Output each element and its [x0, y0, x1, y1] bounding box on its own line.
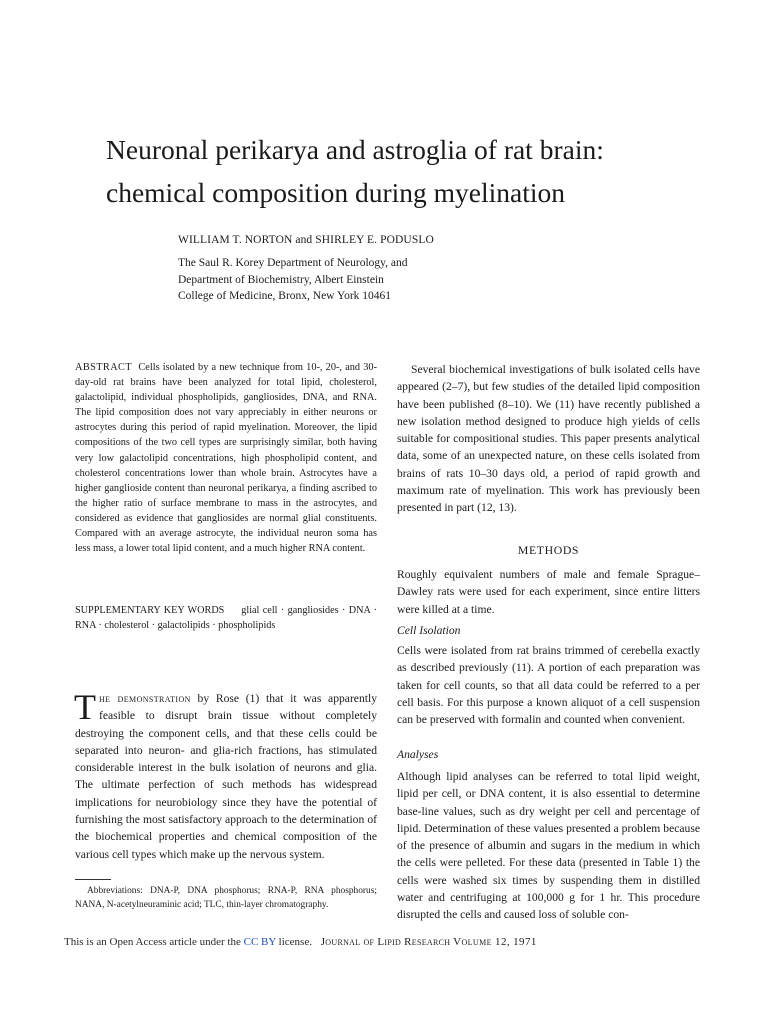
title-line-2: chemical composition during myelination	[106, 177, 566, 208]
authors: WILLIAM T. NORTON and SHIRLEY E. PODUSLO	[178, 234, 434, 246]
analyses-heading: Analyses	[397, 748, 439, 761]
cc-by-link[interactable]: CC BY	[243, 936, 276, 948]
cell-isolation-paragraph: Cells were isolated from rat brains trimmed of cerebella exactly as described previously (11). A portion of each preparation was taken for cell counts, so that all data could be referred to a per cell basis. For this purpose a known aliquot of a cell suspension can be preserved with formalin and counted when convenient.	[397, 644, 700, 727]
abstract-text: Cells isolated by a new technique from 10-, 20-, and 30-day-old rat brains have been analyzed for total lipid, cholesterol, galactolipid, individual phospholipids, gangliosides, DNA, and RNA. The lipid composition does not vary appreciably in either neurons or astrocytes during this period of rapid myelination. Moreover, the lipid compositions of the two cell types are surprisingly similar, both having very low galactolipid concentrations, high phospholipid content, and cholesterol concentrations lower than whole brain. Astrocytes have a higher ganglioside content than neuronal perikarya, a finding ascribed to the higher ratio of surface membrane to mass in the astrocytes, and considered as evidence that gangliosides are normal glial constituents. Compared with an average astrocyte, the individual neuron soma has less mass, a lower total lipid content, and a much higher RNA content.	[75, 362, 377, 555]
affiliation-line-3: College of Medicine, Bronx, New York 10461	[178, 290, 392, 302]
intro-smallcaps: he demonstration	[99, 692, 191, 705]
title-line-1: Neuronal perikarya and astroglia of rat brain:	[106, 134, 604, 165]
page-footer	[64, 936, 537, 948]
key-words-label: SUPPLEMENTARY KEY WORDS	[75, 605, 225, 616]
affiliation-line-2: Department of Biochemistry, Albert Einstein	[178, 273, 384, 286]
drop-cap: T	[74, 687, 96, 727]
abstract	[75, 360, 377, 556]
methods-heading: METHODS	[517, 543, 580, 557]
key-words	[75, 604, 377, 633]
intro-text: by Rose (1) that it was apparently feasible to disrupt brain tissue without completely destroying the component cells, and that these cells could be separated into neuron- and glia-rich fractions, has stimulated considerable interest in the bulk isolation of neurons and glia. The ultimate perfection of such methods has widespread implications for neurobiology since they have the potential of furnishing the most satisfactory approach to the determination of the biochemical properties and chemical composition of the various cell types which make up the nervous system.	[75, 692, 377, 861]
intro-paragraph	[74, 687, 377, 863]
journal-volume: Volume 12, 1971	[453, 936, 537, 948]
intro-paragraph-2: Several biochemical investigations of bulk isolated cells have appeared (2–7), but few studies of the detailed lipid composition have been published (8–10). We (11) have recently published a new isolation method designed to produce high yields of cells suitable for compositional studies. This paper presents analytical data, some of an unexpected nature, on these cells isolated from brains of rats 10–30 days old, a period of rapid growth and maximum rate of myelination. This work has previously been presented in part (12, 13).	[397, 363, 700, 515]
affiliation	[178, 255, 518, 305]
abstract-label: ABSTRACT	[75, 362, 132, 373]
journal-name: Journal of Lipid Research	[320, 936, 451, 948]
analyses-paragraph: Although lipid analyses can be referred to total lipid weight, lipid per cell, or DNA content, it is also essential to determine base-line values, such as dry weight per cell and percentage of lipid. Determination of these values presented a problem because of the presence of albumin and sugars in the medium in which the cells were pelleted. For these data (presented in Table 1) the cells were washed six times by suspending them in distilled water and centrifuging at 100,000 g for 1 hr. This procedure disrupted the cells and caused loss of soluble con-	[397, 770, 700, 922]
cell-isolation-heading: Cell Isolation	[397, 624, 461, 637]
open-access-notice: This is an Open Access article under the	[64, 936, 241, 948]
key-words-text: glial cell · gangliosides · DNA · RNA · cholesterol · galactolipids · phospholipids	[75, 605, 378, 631]
abbreviations-footnote: Abbreviations: DNA-P, DNA phosphorus; RNA-P, RNA phosphorus; NANA, N-acetylneuraminic acid; TLC, thin-layer chromatography.	[75, 886, 377, 910]
methods-paragraph: Roughly equivalent numbers of male and female Sprague–Dawley rats were used for each experiment, since entire litters were killed at a time.	[397, 568, 700, 616]
affiliation-line-1: The Saul R. Korey Department of Neurology, and	[178, 257, 408, 269]
article-title	[106, 128, 726, 214]
footnote-rule	[75, 879, 111, 880]
license-word: license.	[278, 936, 312, 948]
